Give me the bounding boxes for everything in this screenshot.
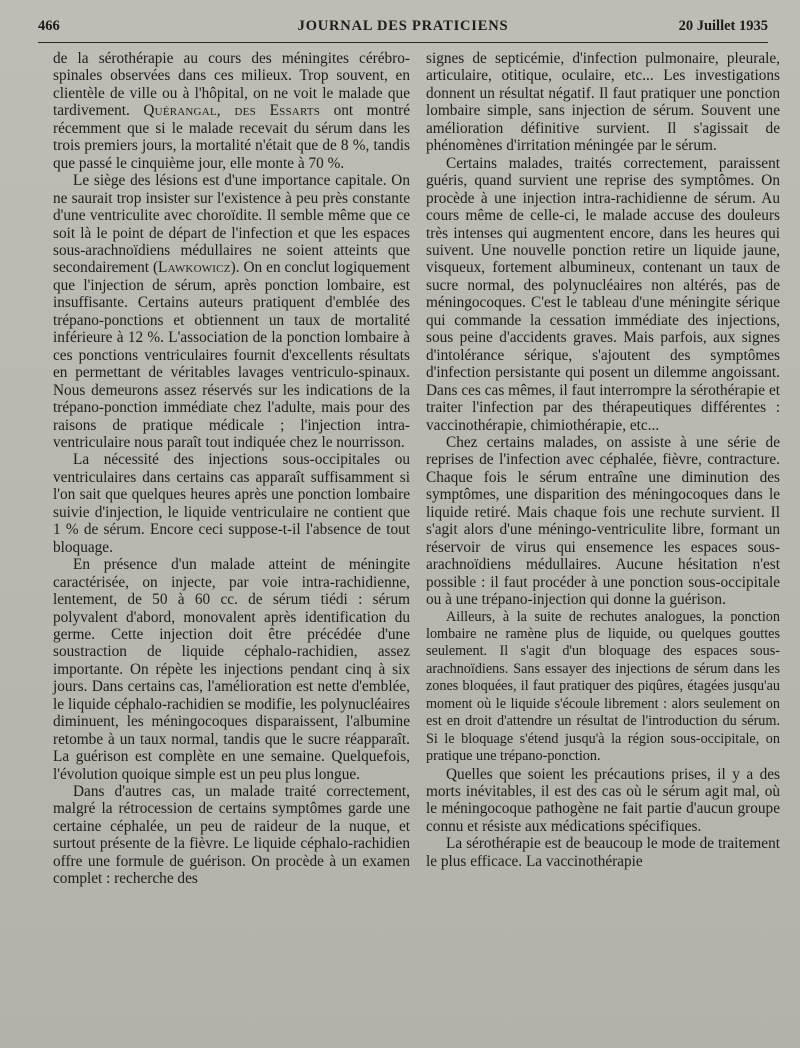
paragraph: Dans d'autres cas, un malade traité correctement, malgré la rétrocession de certains symptômes garde une certaine céphalée, un peu de raideur de la nuque, et surtout présente de la fièvre. Le liquide céphalo-rachidien offre une formule de guérison. On procède à un examen complet : recherche des xyxy=(53,783,410,888)
paragraph: Certains malades, traités correctement, paraissent guéris, quand survient une reprise des symptômes. On procède à une injection intra-rachidienne de sérum. Au cours même de celle-ci, le malade accuse des douleurs très intenses qui augmentent encore, dans les heures qui suivent. Une nouvelle ponction retire un liquide jaune, visqueux, fortement albumineux, contenant un taux de sucre normal, des polynucléaires non altérés, pas de méningocoques. C'est le tableau d'une méningite sérique qui commande la cessation immédiate des injections, sous peine d'accidents graves. Mais parfois, aux signes d'intolérance sérique, s'ajoutent des symptômes d'infection persistante qui posent un dilemme angoissant. Dans ces cas mêmes, il faut interrompre la sérothérapie et traiter l'infection par des thérapeutiques différentes : vaccinothérapie, chimiothérapie, etc... xyxy=(426,154,780,434)
author-names: Lawkowicz xyxy=(158,259,231,277)
issue-date: 20 Juillet 1935 xyxy=(678,18,768,34)
page-number: 466 xyxy=(38,18,60,34)
paragraph-text: ont montré récemment que si le malade recevait du sérum dans les trois premiers jours, la mortalité n'était que de 8 %, tandis que passé le cinquième jour, elle monte à 70 %. xyxy=(53,102,410,172)
paragraph: Ailleurs, à la suite de rechutes analogues, la ponction lombaire ne ramène plus de liquide, ou quelques gouttes seulement. Il s'agit d'un bloquage des espaces sous-arachnoïdiens. Sans essayer des injections de sérum dans les zones bloquées, il faut pratiquer des piqûres, étagées jusqu'au moment où le liquide s'écoule librement : alors seulement on est en droit d'attendre un résultat de l'introduction du sérum. Si le bloquage s'étend jusqu'à la région sous-occipitale, on pratique une trépano-ponction. xyxy=(426,608,780,765)
paragraph: Quelles que soient les précautions prises, il y a des morts inévitables, il est des cas où le sérum agit mal, où le méningocoque pathogène ne fait partie d'aucun groupe connu et résiste aux médications spécifiques. xyxy=(426,765,780,835)
paragraph xyxy=(53,50,410,172)
paragraph: signes de septicémie, d'infection pulmonaire, pleurale, articulaire, otitique, oculaire, etc... Les investigations donnent un résultat négatif. Il faut pratiquer une ponction lombaire simple, sans injection de sérum. Souvent une amélioration définitive survient. Il s'agissait de phénomènes d'irritation méningée par le sérum. xyxy=(426,50,780,155)
paragraph: La sérothérapie est de beaucoup le mode de traitement le plus efficace. La vaccinothérapie xyxy=(426,835,780,870)
paragraph-text: de la sérothérapie au cours des méningites cérébro-spinales observées dans ces milieux. Trop souvent, en clientèle de ville ou à l'hôpital, on ne voit le malade que tardivement. xyxy=(53,50,410,120)
paragraph xyxy=(53,172,410,451)
paragraph-text: ). On en conclut logiquement que l'injection de sérum, après ponction lombaire, est insuffisante. Certains auteurs pratiquent d'emblée des trépano-ponctions et obtiennent un taux de mortalité inférieure à 12 %. L'association de la ponction lombaire à ces ponctions ventriculaires fournit d'excellents résultats en permettant de véritables lavages ventriculo-spinaux. Nous demeurons assez réservés sur les indications de la trépano-ponction immédiate chez l'adulte, mais pour des raisons de pratique médicale ; l'injection intra-ventriculaire nous paraît tout indiquée chez le nourrisson. xyxy=(53,259,411,451)
header-rule xyxy=(38,42,768,43)
author-names: Quérangal, des Essarts xyxy=(143,102,321,120)
paragraph-text: Le siège des lésions est d'une importance capitale. On ne saurait trop insister sur l'existence à peu près constante d'une ventriculite avec choroïdite. Il semble même que ce soit là le point de départ de l'infection et que les espaces sous-arachnoïdiens médullaires ne soient atteints que secondairement ( xyxy=(53,172,410,277)
paragraph: Chez certains malades, on assiste à une série de reprises de l'infection avec céphalée, fièvre, contracture. Chaque fois le sérum entraîne une diminution des symptômes, une disparition des méningocoques dans le liquide retiré. Mais chaque fois une rechute survient. Il s'agit alors d'une méningo-ventriculite libre, formant un réservoir de virus qui ensemence les espaces sous-arachnoïdiens médullaires. Aucune hésitation n'est possible : il faut procéder à une ponction sous-occipitale ou à une trépano-injection qui donne la guérison. xyxy=(426,433,780,609)
left-column xyxy=(53,50,410,888)
page-header xyxy=(38,14,768,40)
journal-title: JOURNAL DES PRATICIENS xyxy=(297,18,509,34)
right-column xyxy=(426,50,780,870)
paragraph: En présence d'un malade atteint de méningite caractérisée, on injecte, par voie intra-rachidienne, lentement, de 50 à 60 cc. de sérum tiédi : sérum polyvalent d'abord, monovalent après identification du germe. Cette injection doit être précédée d'une soustraction de liquide céphalo-rachidien, assez importante. On répète les injections pendant cinq à six jours. Dans certains cas, l'amélioration est nette d'emblée, le liquide céphalo-rachidien se modifie, les polynucléaires diminuent, les méningocoques disparaissent, l'albumine retombe à un taux normal, tandis que le sucre réapparaît. La guérison est complète en une semaine. Quelquefois, l'évolution quoique simple est un peu plus longue. xyxy=(53,556,410,783)
paragraph: La nécessité des injections sous-occipitales ou ventriculaires dans certains cas apparaît suffisamment si l'on sait que quelques heures après une ponction lombaire suivie d'injection, le liquide ventriculaire ne contient que 1 % de sérum. Encore ceci suppose-t-il l'absence de tout bloquage. xyxy=(53,451,410,556)
